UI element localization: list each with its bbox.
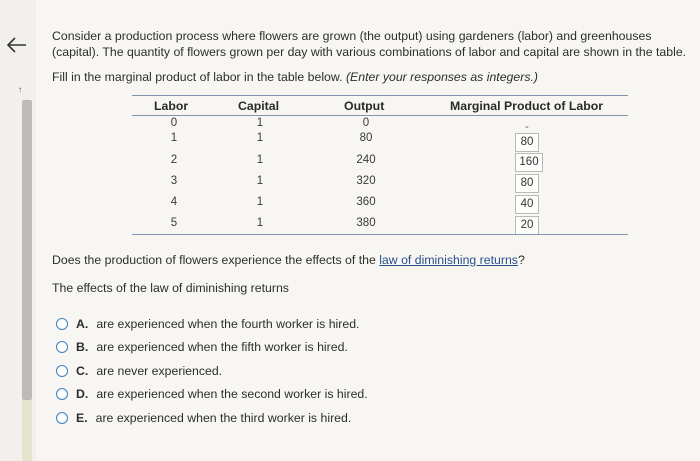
table-header-rule bbox=[132, 115, 628, 116]
labor-cell: 1 bbox=[170, 132, 178, 144]
option-letter: E. bbox=[76, 411, 88, 425]
option-text: are experienced when the fifth worker is hired. bbox=[96, 340, 348, 354]
header-output: Output bbox=[344, 99, 385, 113]
labor-cell: 2 bbox=[170, 154, 178, 166]
radio-icon[interactable] bbox=[56, 412, 68, 424]
rail-mark: ↑ bbox=[18, 85, 22, 94]
option-b[interactable] bbox=[56, 340, 348, 354]
option-c[interactable] bbox=[56, 364, 222, 378]
question-before: Does the production of flowers experience the effects of the bbox=[52, 253, 380, 267]
mpl-input[interactable]: 40 bbox=[515, 195, 539, 214]
scrollbar-track-end bbox=[22, 400, 32, 461]
labor-cell: 3 bbox=[170, 175, 178, 187]
diminishing-returns-link[interactable]: law of diminishing returns bbox=[379, 253, 518, 267]
labor-cell: 0 bbox=[170, 117, 178, 129]
mpl-input[interactable]: 80 bbox=[515, 174, 539, 193]
radio-icon[interactable] bbox=[56, 388, 68, 400]
capital-cell: 1 bbox=[256, 154, 264, 166]
option-letter: B. bbox=[76, 340, 89, 354]
mpl-placeholder: - bbox=[525, 121, 529, 133]
option-e[interactable] bbox=[56, 411, 351, 425]
instruction-hint: (Enter your responses as integers.) bbox=[345, 70, 538, 84]
output-cell: 320 bbox=[356, 175, 376, 187]
intro-text: Consider a production process where flowers are grown (the output) using gardeners (labor) and greenhouses (capital). The quantity of flowers grown per day with various combinations of labor and capital are shown in the table. bbox=[52, 29, 687, 59]
table-top-rule bbox=[132, 95, 628, 96]
option-d[interactable] bbox=[56, 387, 368, 401]
option-letter: A. bbox=[76, 317, 89, 331]
output-cell: 0 bbox=[362, 117, 370, 129]
option-text: are experienced when the third worker is hired. bbox=[95, 411, 352, 425]
option-a[interactable] bbox=[56, 317, 359, 331]
capital-cell: 1 bbox=[256, 132, 264, 144]
capital-cell: 1 bbox=[256, 217, 264, 229]
question-after: ? bbox=[517, 253, 525, 267]
header-capital: Capital bbox=[238, 99, 279, 113]
header-mpl: Marginal Product of Labor bbox=[450, 99, 604, 113]
scrollbar-thumb[interactable] bbox=[22, 100, 32, 400]
capital-cell: 1 bbox=[256, 117, 264, 129]
question-text bbox=[52, 253, 525, 267]
question-panel bbox=[36, 0, 700, 461]
output-cell: 80 bbox=[359, 132, 373, 144]
instruction bbox=[52, 70, 538, 84]
capital-cell: 1 bbox=[256, 175, 264, 187]
option-text: are never experienced. bbox=[96, 364, 223, 378]
production-table bbox=[132, 95, 628, 235]
instruction-main: Fill in the marginal product of labor in the table below. bbox=[52, 70, 343, 84]
option-letter: C. bbox=[76, 364, 89, 378]
mpl-input[interactable]: 20 bbox=[515, 216, 539, 235]
mpl-input[interactable]: 160 bbox=[515, 153, 543, 172]
output-cell: 240 bbox=[356, 154, 376, 166]
header-labor: Labor bbox=[154, 99, 189, 113]
labor-cell: 4 bbox=[170, 196, 178, 208]
mpl-input[interactable]: 80 bbox=[515, 133, 539, 152]
labor-cell: 5 bbox=[170, 217, 178, 229]
output-cell: 360 bbox=[356, 196, 376, 208]
answer-stem: The effects of the law of diminishing returns bbox=[52, 281, 289, 295]
output-cell: 380 bbox=[356, 217, 376, 229]
table-bottom-rule bbox=[132, 234, 628, 235]
radio-icon[interactable] bbox=[56, 341, 68, 353]
back-arrow-icon[interactable] bbox=[6, 36, 28, 54]
radio-icon[interactable] bbox=[56, 365, 68, 377]
capital-cell: 1 bbox=[256, 196, 264, 208]
option-text: are experienced when the fourth worker is hired. bbox=[96, 317, 360, 331]
option-letter: D. bbox=[76, 387, 89, 401]
option-text: are experienced when the second worker is hired. bbox=[96, 387, 368, 401]
left-rail bbox=[0, 0, 36, 461]
radio-icon[interactable] bbox=[56, 318, 68, 330]
